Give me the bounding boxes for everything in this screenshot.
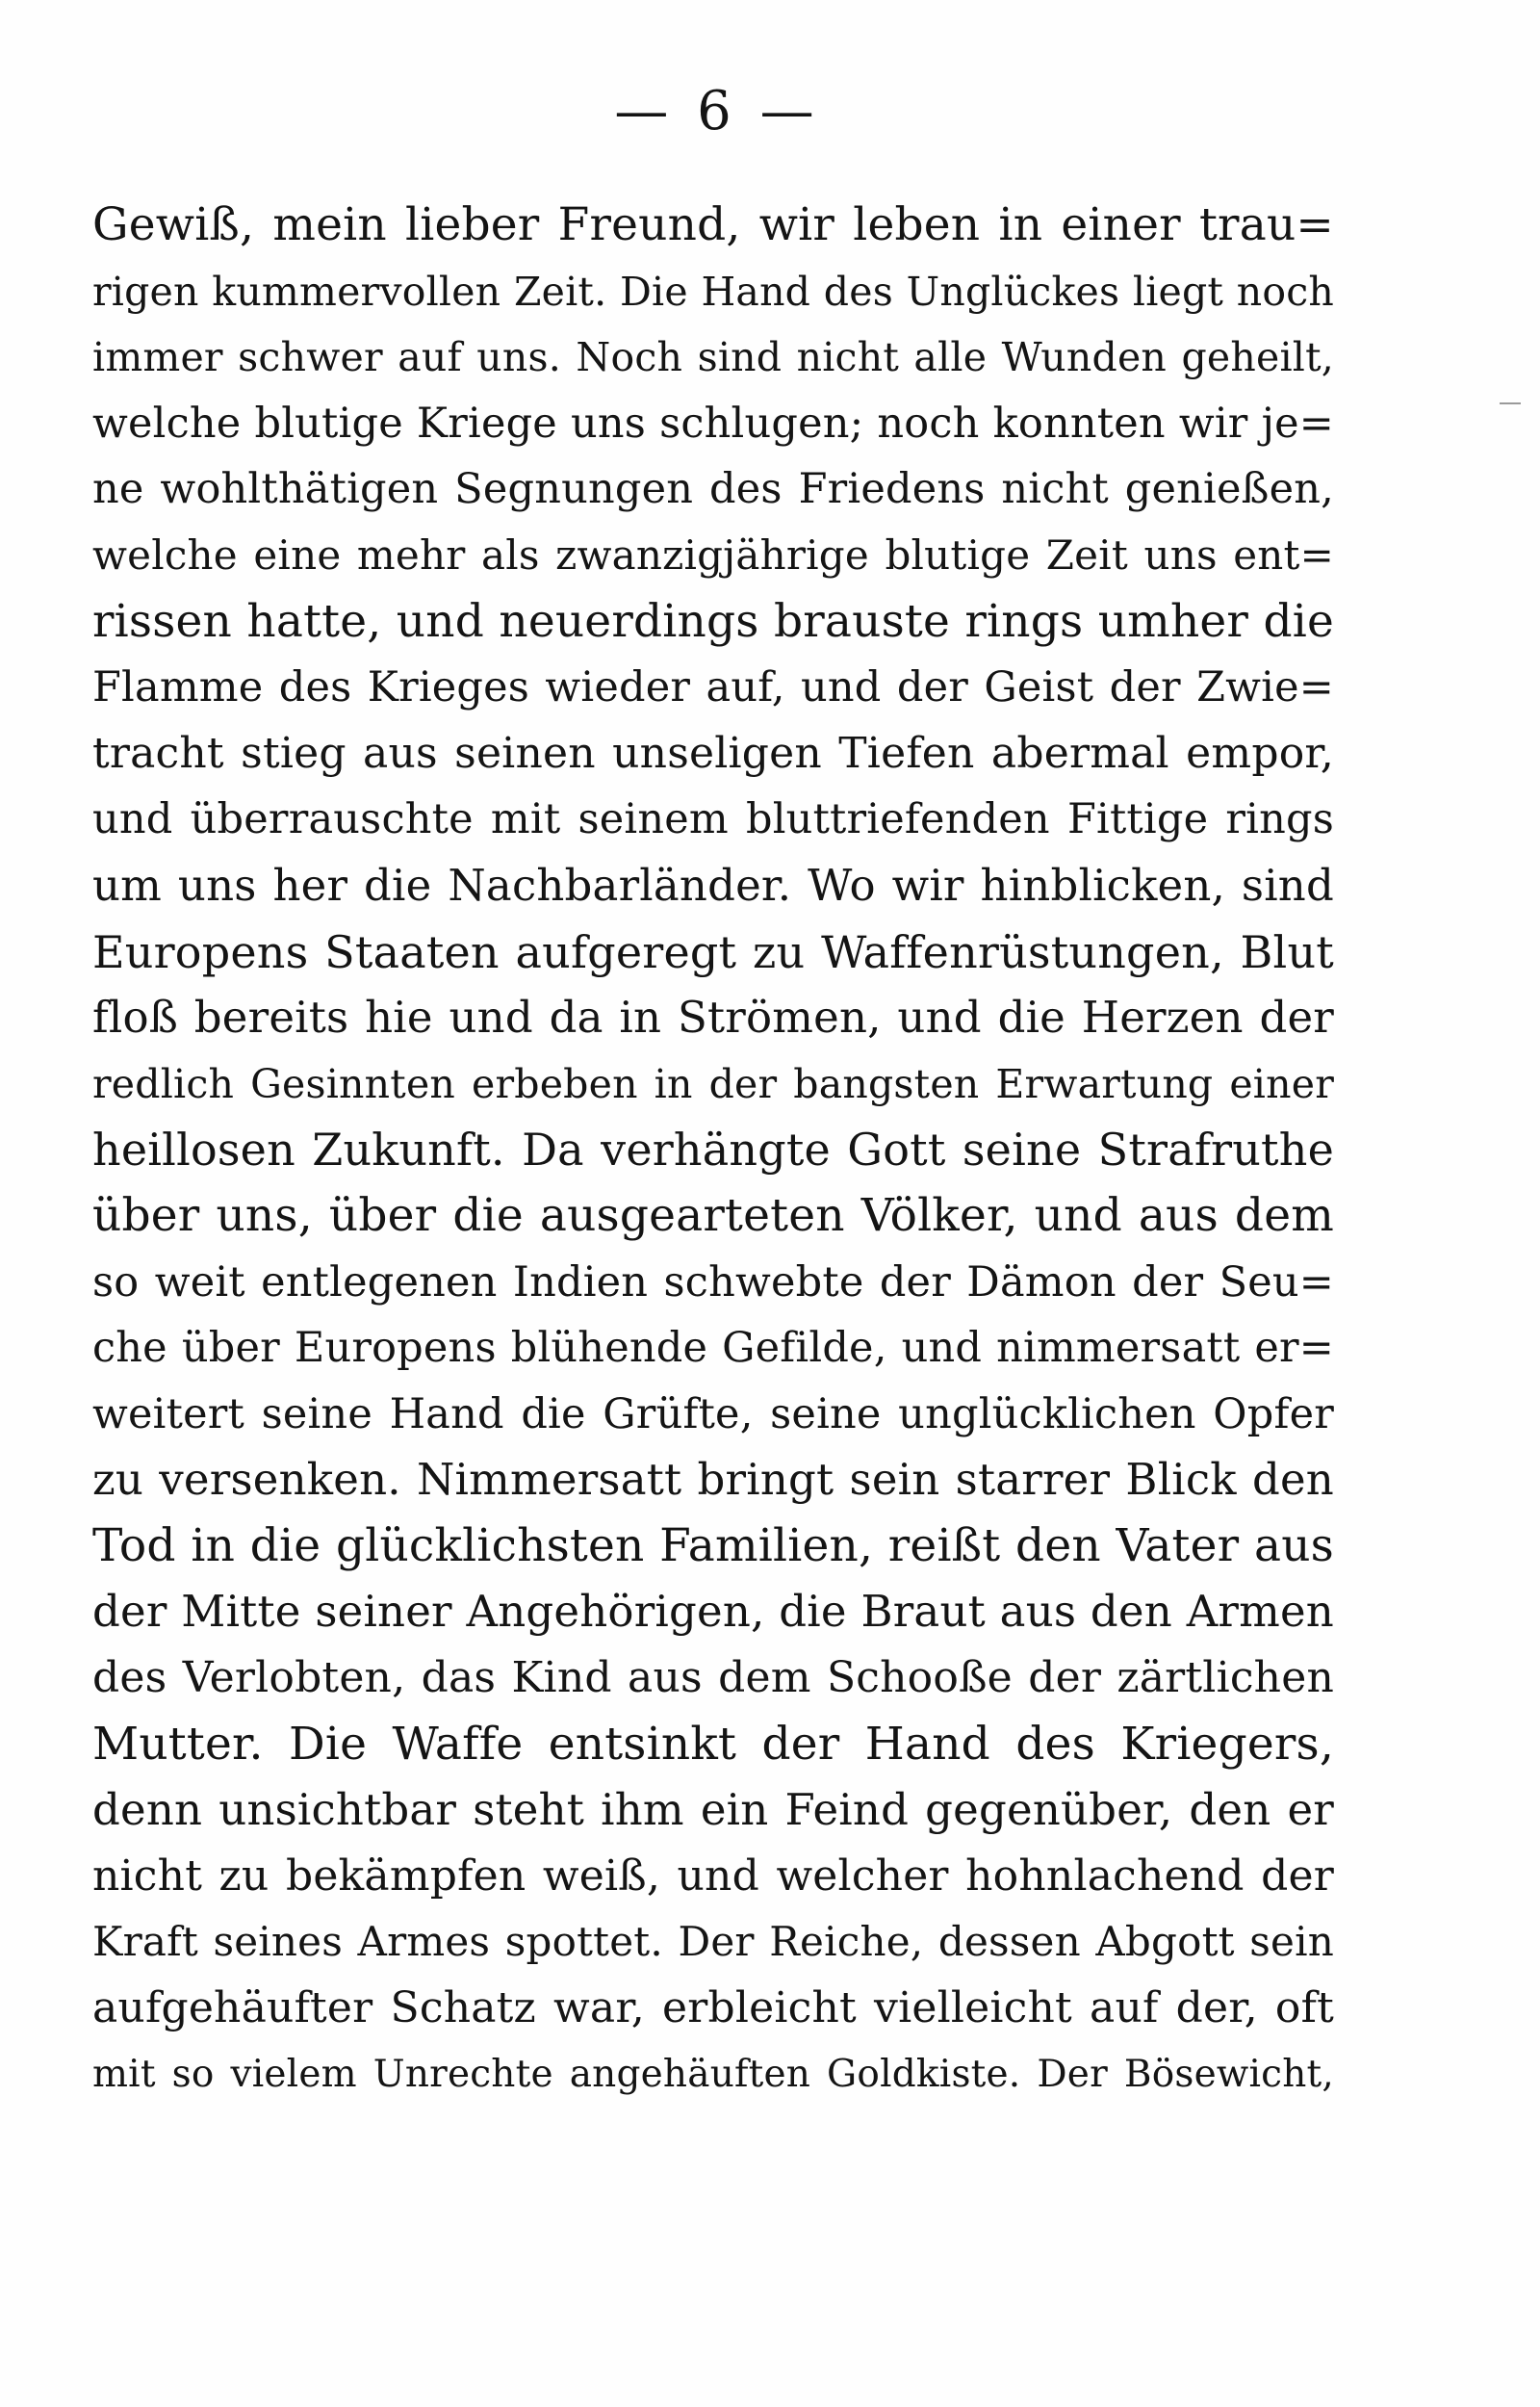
text-line: welche eine mehr als zwanzigjährige blutige Zeit uns ent= xyxy=(92,531,1334,579)
text-line: Europens Staaten aufgeregt zu Waffenrüstungen, Blut xyxy=(92,925,1334,978)
text-line: um uns her die Nachbarländer. Wo wir hinblicken, sind xyxy=(92,859,1334,911)
text-line: redlich Gesinnten erbeben in der bangsten Erwartung einer xyxy=(92,1060,1334,1107)
text-line: ne wohlthätigen Segnungen des Friedens nicht genießen, xyxy=(92,465,1334,514)
body-text xyxy=(92,193,1334,2108)
text-line: Mutter. Die Waffe entsinkt der Hand des Kriegers, xyxy=(92,1717,1334,1771)
margin-mark xyxy=(1500,402,1521,404)
text-line: zu versenken. Nimmersatt bringt sein starrer Blick den xyxy=(92,1454,1334,1506)
text-line: des Verlobten, das Kind aus dem Schooße der zärtlichen xyxy=(92,1653,1334,1703)
text-line: über uns, über die ausgearteten Völker, und aus dem xyxy=(92,1188,1334,1242)
text-line: nicht zu bekämpfen weiß, und welcher hohnlachend der xyxy=(92,1851,1334,1901)
text-line: rigen kummervollen Zeit. Die Hand des Unglückes liegt noch xyxy=(92,268,1334,315)
text-line: so weit entlegenen Indien schwebte der Dämon der Seu= xyxy=(92,1257,1334,1307)
text-line: Gewiß, mein lieber Freund, wir leben in einer trau= xyxy=(92,198,1334,251)
text-line: Kraft seines Armes spottet. Der Reiche, dessen Abgott sein xyxy=(92,1918,1334,1966)
text-line: tracht stieg aus seinen unseligen Tiefen abermal empor, xyxy=(92,728,1334,778)
text-line: mit so vielem Unrechte angehäuften Goldkiste. Der Bösewicht, xyxy=(92,2052,1334,2096)
text-line: immer schwer auf uns. Noch sind nicht alle Wunden geheilt, xyxy=(92,334,1334,381)
page-number: — 6 — xyxy=(614,80,820,142)
text-line: floß bereits hie und da in Strömen, und die Herzen der xyxy=(92,992,1334,1044)
text-line: rissen hatte, und neuerdings brauste rings umher die xyxy=(92,594,1334,648)
text-line: che über Europens blühende Gefilde, und nimmersatt er= xyxy=(92,1324,1334,1373)
text-line: und überrauschte mit seinem bluttriefenden Fittige rings xyxy=(92,795,1334,844)
text-line: weitert seine Hand die Grüfte, seine unglücklichen Opfer xyxy=(92,1389,1334,1438)
text-line: aufgehäufter Schatz war, erbleicht vielleicht auf der, oft xyxy=(92,1983,1334,2033)
text-line: welche blutige Kriege uns schlugen; noch konnten wir je= xyxy=(92,399,1334,448)
text-line: denn unsichtbar steht ihm ein Feind gegenüber, den er xyxy=(92,1784,1334,1836)
text-line: heillosen Zukunft. Da verhängte Gott seine Strafruthe xyxy=(92,1124,1334,1177)
text-line: Flamme des Krieges wieder auf, und der Geist der Zwie= xyxy=(92,663,1334,712)
text-line: Tod in die glücklichsten Familien, reißt den Vater aus xyxy=(92,1518,1334,1572)
text-line: der Mitte seiner Angehörigen, die Braut aus den Armen xyxy=(92,1586,1334,1638)
